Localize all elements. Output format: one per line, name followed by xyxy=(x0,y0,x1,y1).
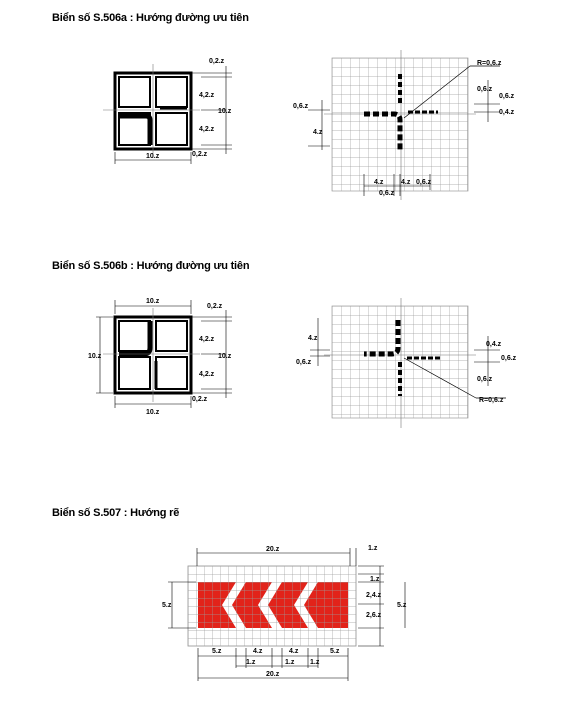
s507-dim-b4: 5.z xyxy=(330,648,340,655)
s506a-dim-h2: 4,2.z xyxy=(199,126,215,133)
s506a-grid-sign xyxy=(308,50,500,200)
s507-dim-b6: 1.z xyxy=(285,659,295,666)
s506b-dim-width-bottom: 10.z xyxy=(146,409,160,416)
s506b-dim-h1: 4,2.z xyxy=(199,336,215,343)
s507-dim-b2: 4.z xyxy=(253,648,263,655)
s506a-dim-g1: 0,6.z xyxy=(477,86,493,93)
s506b-dim-h2: 4,2.z xyxy=(199,371,215,378)
s507-dim-right: 5.z xyxy=(397,602,407,609)
s506b-dim-width-top: 10.z xyxy=(146,298,160,305)
s506a-dim-width: 10.z xyxy=(146,153,160,160)
s507-dim-total-bottom: 20.z xyxy=(266,671,280,678)
s507-dim-b7: 1.z xyxy=(310,659,320,666)
title-s506a: Biển số S.506a : Hướng đường ưu tiên xyxy=(52,12,249,24)
s506b-dim-radius: R=0,6.z xyxy=(479,397,504,404)
s506b-grid-sign xyxy=(310,298,506,428)
s506b-dim-thick: 0,2.z xyxy=(207,303,223,310)
s507-dim-b5: 1.z xyxy=(246,659,256,666)
s506b-dim-r3: 0,6.z xyxy=(477,376,493,383)
s506a-dim-g3: 0,4.z xyxy=(499,109,515,116)
s506a-dim-left-w: 0,6.z xyxy=(293,103,309,110)
s507-dim-r3: 2,4.z xyxy=(366,592,382,599)
s506b-dim-bottom: 0,2.z xyxy=(192,396,208,403)
s507-dim-b3: 4.z xyxy=(289,648,299,655)
s507-dim-r1: 1.z xyxy=(368,545,378,552)
s506b-dim-total-h: 10.z xyxy=(218,353,232,360)
s507-dim-left: 5.z xyxy=(162,602,172,609)
s506a-dim-left-h: 4.z xyxy=(313,129,323,136)
s506b-dim-g-left2: 0,6.z xyxy=(296,359,312,366)
s506a-dim-thick: 0,2.z xyxy=(209,58,225,65)
s506a-dim-bottom: 0,2.z xyxy=(192,151,208,158)
s506a-outline-sign xyxy=(103,64,232,164)
s506a-dim-b4: 0,6.z xyxy=(379,190,395,197)
s506b-dim-left-h: 10.z xyxy=(88,353,102,360)
title-s506b: Biển số S.506b : Hướng đường ưu tiên xyxy=(52,260,250,272)
s506b-dim-r1: 0,4.z xyxy=(486,341,502,348)
s506b-outline-sign xyxy=(96,300,232,408)
s507-dim-b1: 5.z xyxy=(212,648,222,655)
s506a-dim-h1: 4,2.z xyxy=(199,92,215,99)
s507-dim-total-top: 20.z xyxy=(266,546,280,553)
title-s507: Biển số S.507 : Hướng rẽ xyxy=(52,507,180,519)
s506b-dim-r2: 0,6.z xyxy=(501,355,517,362)
s506a-dim-b2: 4.z xyxy=(401,179,411,186)
s506a-dim-b3: 0,6.z xyxy=(416,179,432,186)
s507-dim-r4: 2,6.z xyxy=(366,612,382,619)
s506a-dim-radius: R=0,6.z xyxy=(477,60,502,67)
s506a-dim-g2: 0,6.z xyxy=(499,93,515,100)
s506b-dim-g-left1: 4.z xyxy=(308,335,318,342)
s506a-dim-b1: 4.z xyxy=(374,179,384,186)
s506a-dim-total-h: 10.z xyxy=(218,108,232,115)
s507-dim-r2: 1.z xyxy=(370,576,380,583)
